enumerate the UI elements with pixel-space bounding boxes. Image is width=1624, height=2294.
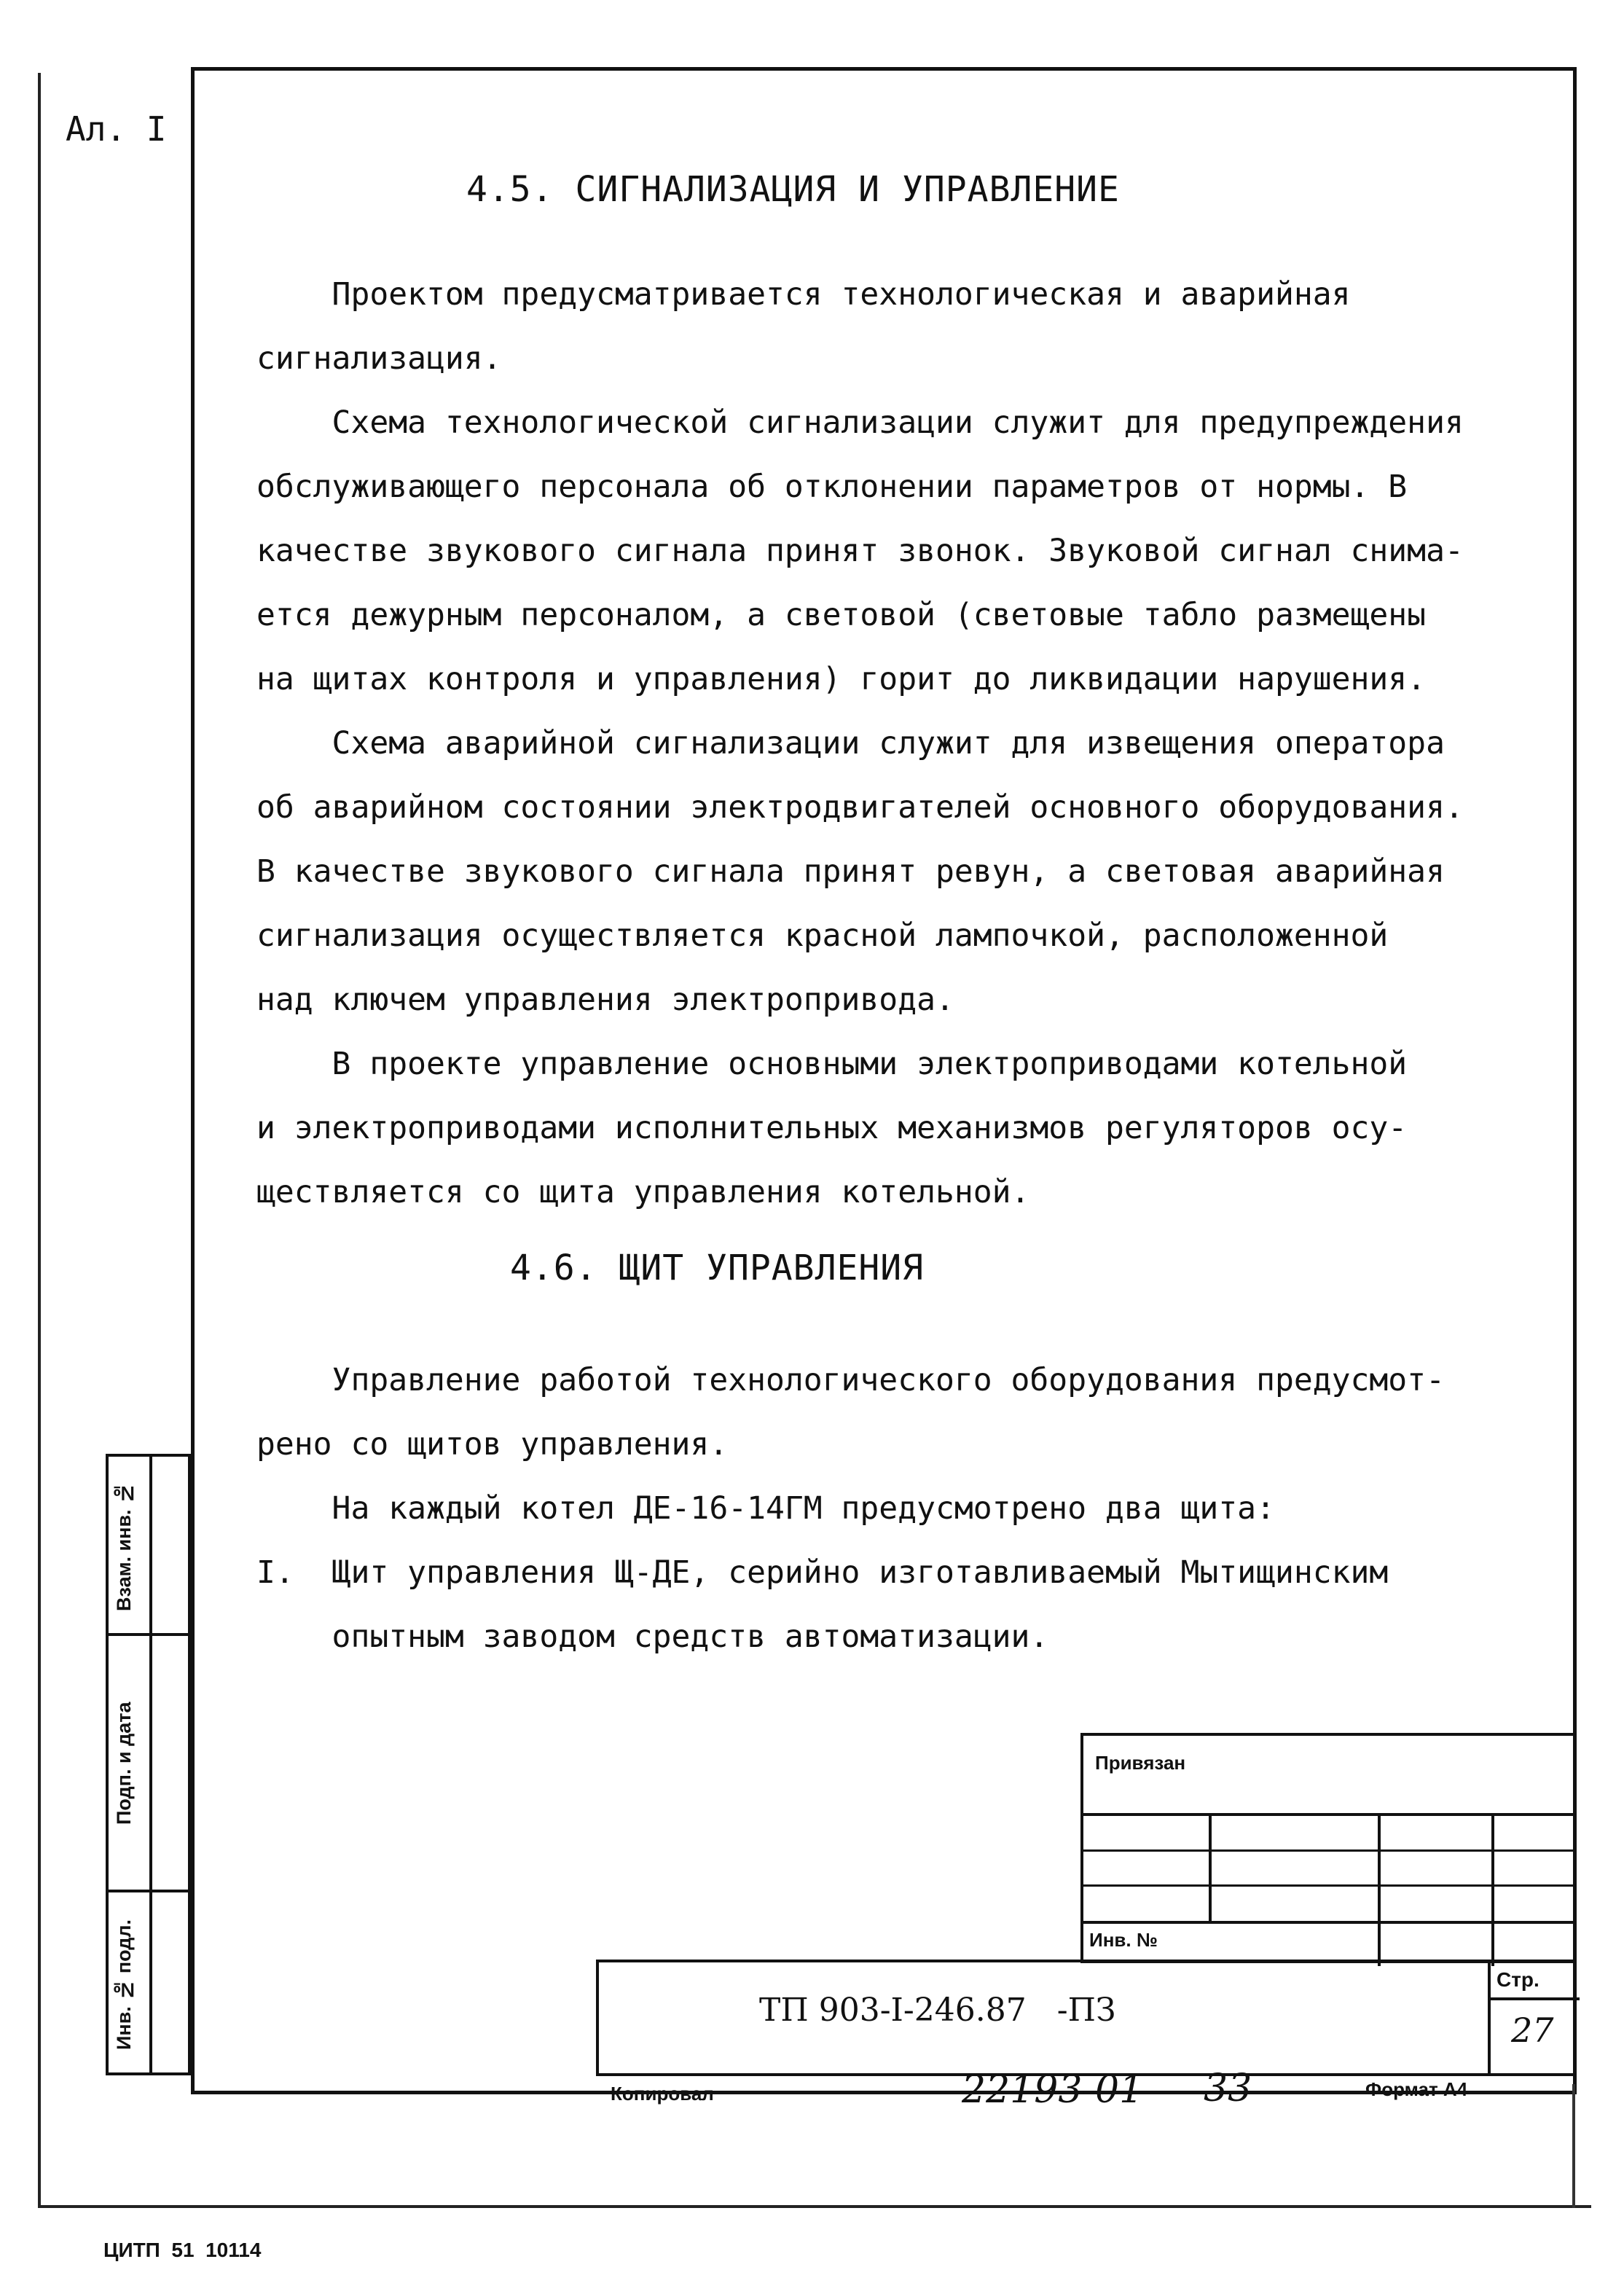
side-label-vzam: Взам. инв. № [113,1481,135,1611]
text-line: На каждый котел ДЕ-16-14ГМ предусмотрено два щита: [256,1490,1275,1527]
section-4-5-body [256,262,1464,1224]
text-line: Схема аварийной сигнализации служит для извещения оператора [256,725,1445,762]
text-line: сигнализация осуществляется красной лампочкой, расположенной [256,917,1389,954]
handwritten-number: 22193-01 [962,2068,1144,2112]
page-number: 27 [1511,2011,1554,2050]
text-line: над ключем управления электропривода. [256,982,954,1018]
text-line: I. Щит управления Щ-ДЕ, серийно изготавливаемый Мытищинским [256,1554,1389,1591]
printer-stamp: ЦИТП 51 10114 [103,2239,262,2261]
left-margin-line [38,73,41,2208]
side-box-podp [106,1633,191,1892]
side-box-inv [106,1890,191,2075]
text-line: ется дежурным персоналом, а световой (световые табло размещены [256,597,1427,633]
right-trim-line [1572,2084,1575,2208]
document-code: ТП 903-I-246.87 -ПЗ [759,1992,1116,2029]
text-line: Схема технологической сигнализации служит для предупреждения [256,404,1464,441]
inv-no-label: Инв. № [1089,1929,1158,1951]
text-line: рено со щитов управления. [256,1426,729,1463]
section-4-6-body [256,1348,1445,1669]
copied-label: Копировал [611,2083,714,2105]
side-box-vzam [106,1454,191,1636]
text-line: В качестве звукового сигнала принят ревун, а световая аварийная [256,853,1445,890]
text-line: Управление работой технологического оборудования предусмот- [256,1362,1445,1398]
text-line: Проектом предусматривается технологическая и аварийная [256,276,1351,313]
handwritten-sheet: 33 [1204,2067,1252,2110]
privyazan-table [1080,1733,1577,1963]
page-label: Стр. [1496,1968,1539,1991]
section-heading-4-6: 4.6. ЩИТ УПРАВЛЕНИЯ [510,1248,925,1288]
text-line: опытным заводом средств автоматизации. [256,1618,1049,1655]
side-label-podp: Подп. и дата [113,1702,135,1825]
text-line: ществляется со щита управления котельной. [256,1174,1030,1210]
text-line: качестве звукового сигнала принят звонок. Звуковой сигнал снима- [256,533,1464,569]
text-line: В проекте управление основными электроприводами котельной [256,1046,1408,1082]
text-line: обслуживающего персонала об отклонении параметров от нормы. В [256,469,1408,505]
format-label: Формат А4 [1365,2078,1468,2100]
bottom-trim-line [38,2205,1591,2208]
text-line: сигнализация. [256,340,502,377]
doc-code-block [596,1960,1577,2076]
side-label-inv: Инв. № подл. [113,1919,135,2050]
text-line: и электроприводами исполнительных механизмов регуляторов осу- [256,1110,1408,1146]
text-line: на щитах контроля и управления) горит до ликвидации нарушения. [256,661,1427,697]
privyazan-label: Привязан [1095,1752,1186,1774]
sheet-label: Ал. I [66,109,167,149]
section-heading-4-5: 4.5. СИГНАЛИЗАЦИЯ И УПРАВЛЕНИЕ [466,169,1120,210]
text-line: об аварийном состоянии электродвигателей основного оборудования. [256,789,1464,826]
